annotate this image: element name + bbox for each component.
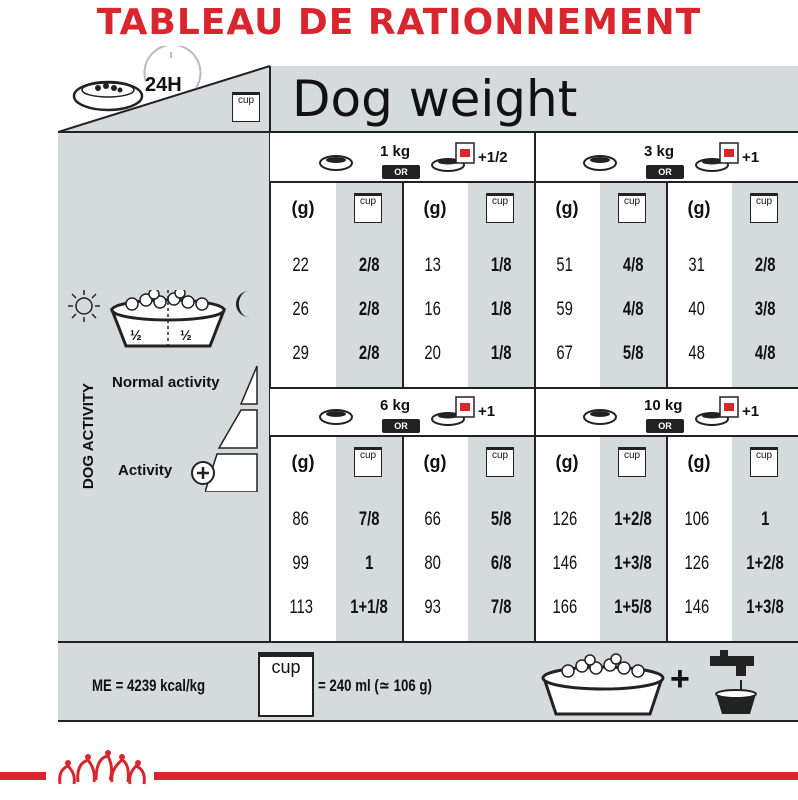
or-badge: OR bbox=[382, 419, 420, 433]
footer-bottom-border bbox=[58, 720, 798, 722]
grams-header: (g) bbox=[291, 452, 315, 472]
cup-value: 1 bbox=[760, 509, 770, 530]
cup-value: 1/8 bbox=[490, 255, 512, 276]
grams-value: 13 bbox=[424, 255, 442, 276]
dog-weight-heading: Dog weight bbox=[292, 70, 578, 128]
footer-cup-label: cup bbox=[271, 657, 301, 677]
cup-header-icon bbox=[354, 447, 382, 477]
half-right-label: ½ bbox=[180, 327, 192, 343]
cup-equivalence-text: = 240 ml (≃ 106 g) bbox=[318, 676, 432, 695]
or-badge: OR bbox=[646, 419, 684, 433]
dry-bowl-icon bbox=[582, 151, 618, 173]
or-badge: OR bbox=[382, 165, 420, 179]
page-title: TABLEAU DE RATIONNEMENT bbox=[96, 2, 702, 43]
normal-activity-label: Normal activity bbox=[112, 374, 220, 391]
cup-header-icon bbox=[618, 447, 646, 477]
grams-value: 67 bbox=[556, 343, 574, 364]
cup-value: 2/8 bbox=[358, 343, 380, 364]
weight-block bbox=[270, 133, 534, 387]
cup-value: 7/8 bbox=[490, 597, 512, 618]
weight-label: 1 kg bbox=[380, 143, 411, 160]
pouch-label: +1 bbox=[478, 403, 496, 420]
cup-header-label: cup bbox=[359, 450, 377, 461]
weight-label: 6 kg bbox=[380, 397, 411, 414]
grams-header: (g) bbox=[423, 452, 447, 472]
grams-value: 146 bbox=[684, 597, 710, 618]
weight-block bbox=[270, 387, 534, 641]
grams-value: 31 bbox=[688, 255, 706, 276]
cup-value: 2/8 bbox=[358, 255, 380, 276]
cup-header-icon bbox=[354, 193, 382, 223]
block-top-border bbox=[270, 387, 534, 389]
grams-value: 20 bbox=[424, 343, 442, 364]
grams-value: 86 bbox=[292, 509, 310, 530]
wet-bowl-icon bbox=[430, 141, 478, 173]
grams-header: (g) bbox=[555, 452, 579, 472]
cup-value: 2/8 bbox=[358, 299, 380, 320]
cup-value: 1+3/8 bbox=[614, 553, 652, 574]
grams-value: 166 bbox=[552, 597, 578, 618]
clock-label: 24H bbox=[145, 74, 182, 96]
cup-header-label: cup bbox=[755, 450, 773, 461]
cup-header-icon bbox=[750, 447, 778, 477]
weight-label: 10 kg bbox=[644, 397, 683, 414]
cup-value: 1+1/8 bbox=[350, 597, 388, 618]
dry-bowl-icon bbox=[582, 405, 618, 427]
weight-block bbox=[534, 387, 798, 641]
footer-cup-icon bbox=[258, 652, 314, 717]
cup-value: 1+2/8 bbox=[614, 509, 652, 530]
grams-value: 16 bbox=[424, 299, 442, 320]
sun-icon bbox=[66, 288, 102, 324]
cup-value: 1/8 bbox=[490, 299, 512, 320]
energy-label bbox=[92, 676, 237, 696]
grams-value: 146 bbox=[552, 553, 578, 574]
cup-value: 7/8 bbox=[358, 509, 380, 530]
cup-equivalence bbox=[318, 676, 464, 696]
grams-value: 106 bbox=[684, 509, 710, 530]
block-top-border bbox=[534, 387, 798, 389]
grams-value: 59 bbox=[556, 299, 574, 320]
cup-header-icon bbox=[486, 447, 514, 477]
heading-left-border bbox=[269, 66, 271, 132]
pouch-label: +1 bbox=[742, 403, 760, 420]
cup-value: 2/8 bbox=[754, 255, 776, 276]
grams-header: (g) bbox=[291, 198, 315, 218]
brand-band-right bbox=[154, 772, 798, 780]
cup-value: 5/8 bbox=[622, 343, 644, 364]
grams-header: (g) bbox=[555, 198, 579, 218]
cup-value: 1+3/8 bbox=[746, 597, 784, 618]
cup-header-label: cup bbox=[755, 196, 773, 207]
half-left-label: ½ bbox=[130, 327, 142, 343]
subtable-divider bbox=[402, 183, 404, 387]
split-bowl-icon bbox=[106, 290, 230, 354]
grams-value: 48 bbox=[688, 343, 706, 364]
cup-header-label: cup bbox=[623, 196, 641, 207]
wet-bowl-icon bbox=[694, 395, 742, 427]
grams-value: 22 bbox=[292, 255, 310, 276]
cup-header-label: cup bbox=[623, 450, 641, 461]
full-bowl-icon bbox=[540, 652, 666, 718]
moon-icon bbox=[230, 288, 258, 320]
grams-value: 99 bbox=[292, 553, 310, 574]
cup-value: 4/8 bbox=[754, 343, 776, 364]
or-badge: OR bbox=[646, 165, 684, 179]
grams-value: 51 bbox=[556, 255, 574, 276]
dry-bowl-icon bbox=[318, 405, 354, 427]
dog-activity-vertical-label: DOG ACTIVITY bbox=[80, 382, 97, 490]
dry-bowl-icon bbox=[318, 151, 354, 173]
grams-header: (g) bbox=[423, 198, 447, 218]
weight-label: 3 kg bbox=[644, 143, 675, 160]
grams-value: 113 bbox=[289, 597, 313, 618]
pouch-label: +1/2 bbox=[478, 149, 508, 166]
cup-header-label: cup bbox=[491, 196, 509, 207]
grams-header: (g) bbox=[687, 452, 711, 472]
wet-bowl-icon bbox=[430, 395, 478, 427]
ration-grid bbox=[270, 133, 798, 641]
subtable-divider bbox=[402, 437, 404, 641]
grams-value: 66 bbox=[424, 509, 442, 530]
energy-text: ME = 4239 kcal/kg bbox=[92, 676, 206, 695]
activity-label: Activity bbox=[118, 462, 173, 479]
pouch-label: +1 bbox=[742, 149, 760, 166]
brand-band-left bbox=[0, 772, 46, 780]
cup-value: 5/8 bbox=[490, 509, 512, 530]
cup-icon bbox=[232, 92, 260, 122]
grams-value: 40 bbox=[688, 299, 706, 320]
cup-value: 4/8 bbox=[622, 299, 644, 320]
cup-icon-label: cup bbox=[237, 95, 255, 106]
cup-value: 1+2/8 bbox=[746, 553, 784, 574]
cup-header-label: cup bbox=[359, 196, 377, 207]
plus-circle-icon bbox=[190, 460, 216, 486]
subtable-divider bbox=[666, 183, 668, 387]
grams-value: 126 bbox=[552, 509, 578, 530]
grams-value: 26 bbox=[292, 299, 310, 320]
subtable-divider bbox=[666, 437, 668, 641]
cup-header-icon bbox=[618, 193, 646, 223]
cup-header-icon bbox=[750, 193, 778, 223]
block-left-border bbox=[534, 133, 536, 387]
grams-value: 29 bbox=[292, 343, 310, 364]
grams-value: 93 bbox=[424, 597, 442, 618]
food-bowl-icon bbox=[72, 76, 144, 116]
weight-block bbox=[534, 133, 798, 387]
block-left-border bbox=[534, 387, 536, 641]
cup-header-icon bbox=[486, 193, 514, 223]
cup-value: 6/8 bbox=[490, 553, 512, 574]
cup-value: 1+5/8 bbox=[614, 597, 652, 618]
cup-value: 4/8 bbox=[622, 255, 644, 276]
cup-header-label: cup bbox=[491, 450, 509, 461]
footer-plus: + bbox=[670, 660, 690, 698]
grams-value: 126 bbox=[684, 553, 710, 574]
cup-value: 1 bbox=[364, 553, 374, 574]
cup-value: 1/8 bbox=[490, 343, 512, 364]
grams-header: (g) bbox=[687, 198, 711, 218]
water-tap-icon bbox=[706, 648, 762, 718]
cup-value: 3/8 bbox=[754, 299, 776, 320]
grams-value: 80 bbox=[424, 553, 442, 574]
crown-logo-icon bbox=[50, 748, 154, 792]
wet-bowl-icon bbox=[694, 141, 742, 173]
